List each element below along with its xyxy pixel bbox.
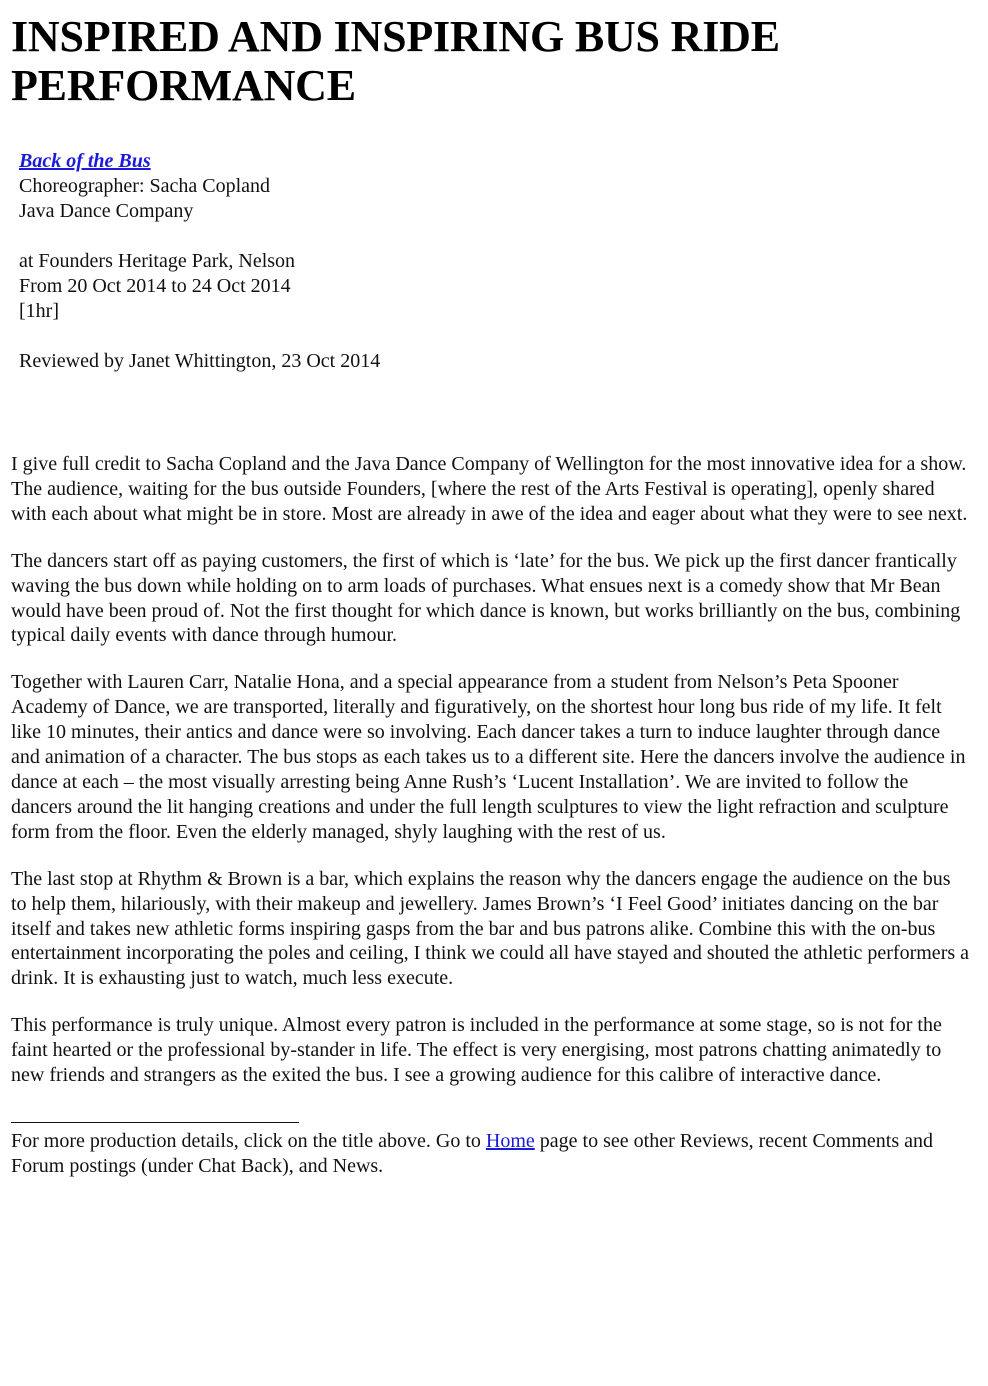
reviewer-line: Reviewed by Janet Whittington, 23 Oct 2014: [19, 350, 381, 372]
footer-text-after: page to see other Reviews, recent Comments and Forum postings (under Chat Back), and News.: [11, 1129, 934, 1177]
review-paragraph: I give full credit to Sacha Copland and the Java Dance Company of Wellington for the most innovative idea for a show. The audience, waiting for the bus outside Founders, [where the rest of the Arts Festival is operating], openly shared with each about what might be in store. Most are already in awe of the idea and eager about what they were to see next.: [11, 453, 968, 525]
review-paragraph: The dancers start off as paying customers, the first of which is ‘late’ for the bus. We pick up the first dancer frantically waving the bus down while holding on to arm loads of purchases. What ensues next is a comedy show that Mr Bean would have been proud of. Not the first thought for which dance is known, but works brilliantly on the bus, combining typical daily events with dance through humour.: [11, 549, 961, 647]
spacer: [19, 324, 971, 349]
review-title: INSPIRED AND INSPIRING BUS RIDE PERFORMANCE: [11, 12, 780, 110]
review-paragraph: The last stop at Rhythm & Brown is a bar, which explains the reason why the dancers engage the audience on the bus to help them, hilariously, with their makeup and jewellery. James Brown’s ‘I Feel Good’ initiates dancing on the bar itself and takes new athletic forms inspiring gasps from the bar and bus patrons alike. Combine this with the on-bus entertainment incorporating the poles and ceiling, I think we could all have stayed and shouted the athletic performers a drink. It is exhausting just to watch, much less execute.: [11, 867, 970, 990]
home-link[interactable]: Home: [485, 1129, 535, 1152]
production-info: [19, 149, 971, 374]
review-paragraph: Together with Lauren Carr, Natalie Hona, and a special appearance from a student from Nelson’s Peta Spooner Academy of Dance, we are transported, literally and figuratively, on the shortest hour long bus ride of my life. It felt like 10 minutes, their antics and dance were so involving. Each dancer takes a turn to induce laughter through dance and animation of a character. The bus stops as each takes us to a different site. Here the dancers involve the audience in dance at each – the most visually arresting being Anne Rush’s ‘Lucent Installation’. We are invited to follow the dancers around the lit hanging creations and under the full length sculptures to view the light refraction and sculpture form from the floor. Even the elderly managed, shyly laughing with the rest of us.: [11, 671, 966, 843]
footer-divider: [11, 1110, 299, 1123]
footer-note: [11, 1129, 971, 1179]
venue-line: at Founders Heritage Park, Nelson: [19, 250, 296, 272]
choreographer-line: Choreographer: Sacha Copland: [19, 175, 271, 197]
review-body: [11, 452, 971, 1179]
dates-line: From 20 Oct 2014 to 24 Oct 2014: [19, 275, 291, 297]
footer-text-before: For more production details, click on the title above. Go to: [11, 1129, 486, 1152]
duration-line: [1hr]: [19, 300, 59, 322]
spacer: [19, 224, 971, 249]
production-title-link[interactable]: Back of the Bus: [19, 150, 151, 172]
review-paragraph: This performance is truly unique. Almost every patron is included in the performance at some stage, so is not for the faint hearted or the professional by-stander in life. The effect is very energising, most patrons chatting animatedly to new friends and strangers as the exited the bus. I see a growing audience for this calibre of interactive dance.: [11, 1014, 942, 1087]
company-line: Java Dance Company: [19, 200, 194, 222]
review-page: [11, 0, 971, 1177]
